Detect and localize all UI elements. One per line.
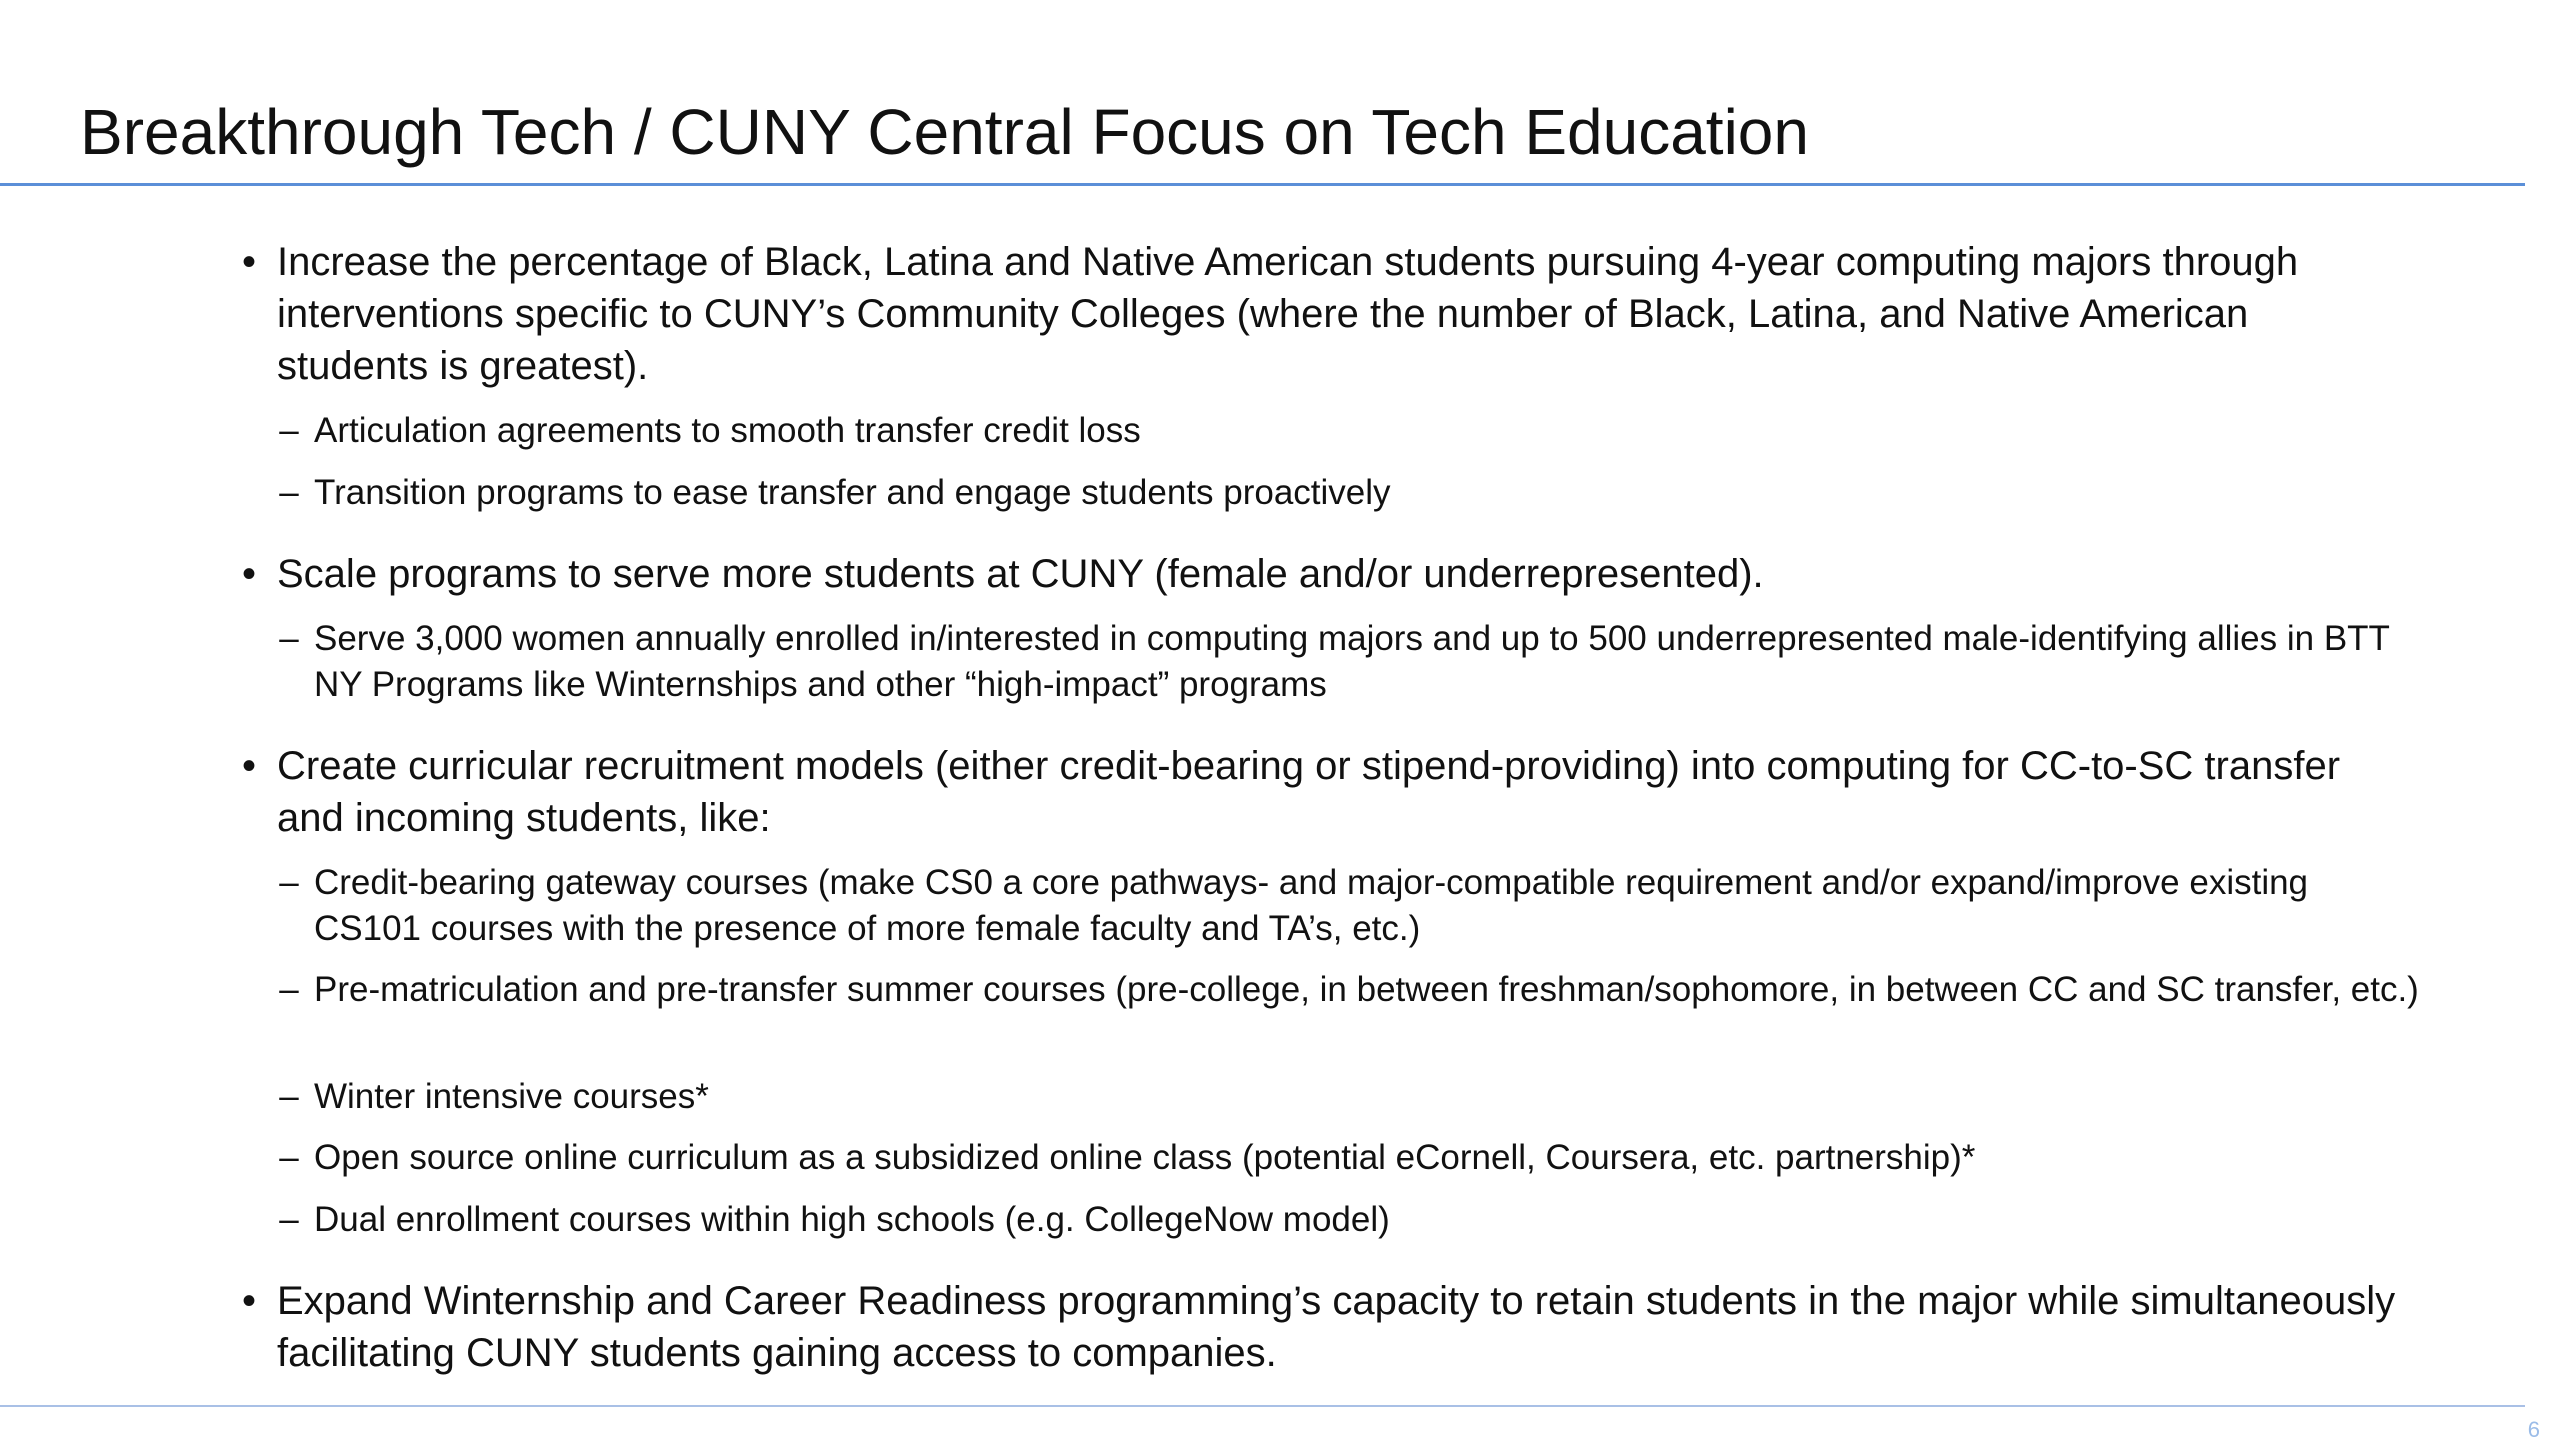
bullet-item <box>241 740 2407 844</box>
sub-bullet-text: Open source online curriculum as a subsidized online class (potential eCornell, Coursera, etc. partnership)* <box>314 1138 1976 1177</box>
sub-bullet-glyph: – <box>279 1077 299 1116</box>
bullet-text: Expand Winternship and Career Readiness programming’s capacity to retain students in the major while simultaneously facilitating CUNY students gaining access to companies. <box>277 1279 2396 1375</box>
bullet-glyph: • <box>241 1279 256 1323</box>
sub-bullet-item <box>279 470 2424 516</box>
slide-title: Breakthrough Tech / CUNY Central Focus on Tech Education <box>80 96 1809 168</box>
bullet-item <box>241 548 2407 600</box>
sub-bullet-item <box>279 1197 2424 1243</box>
bullet-glyph: • <box>241 552 256 596</box>
sub-bullet-glyph: – <box>279 411 299 450</box>
bullet-text: Create curricular recruitment models (either credit-bearing or stipend-providing) into computing for CC-to-SC transfer and incoming students, like: <box>277 744 2341 840</box>
sub-bullet-glyph: – <box>279 473 299 512</box>
sub-bullet-glyph: – <box>279 1200 299 1239</box>
sub-bullet-text: Dual enrollment courses within high schools (e.g. CollegeNow model) <box>314 1200 1390 1239</box>
bullet-glyph: • <box>241 744 256 788</box>
sub-bullet-item <box>279 1074 2424 1120</box>
sub-bullet-item <box>279 408 2424 454</box>
bullet-item <box>241 1275 2407 1379</box>
sub-bullet-glyph: – <box>279 970 299 1009</box>
bullet-item <box>241 236 2407 392</box>
page-number: 6 <box>2527 1417 2540 1442</box>
sub-bullet-glyph: – <box>279 1138 299 1177</box>
sub-bullet-text: Transition programs to ease transfer and engage students proactively <box>314 473 1391 512</box>
sub-bullet-glyph: – <box>279 863 299 902</box>
bullet-glyph: • <box>241 240 256 284</box>
sub-bullet-text: Pre-matriculation and pre-transfer summer courses (pre-college, in between freshman/sophomore, in between CC and SC transfer, etc.) <box>314 970 2419 1009</box>
sub-bullet-text: Winter intensive courses* <box>314 1077 709 1116</box>
sub-bullet-item <box>279 860 2424 952</box>
sub-bullet-text: Credit-bearing gateway courses (make CS0 a core pathways- and major-compatible requirement and/or expand/improve existing CS101 courses with the presence of more female faculty and TA’s, etc.) <box>314 863 2309 948</box>
bullet-text: Increase the percentage of Black, Latina and Native American students pursuing 4-year computing majors through interventions specific to CUNY’s Community Colleges (where the number of Black, Latina, and Native American students is greatest). <box>277 240 2299 388</box>
sub-bullet-item <box>279 1135 2424 1181</box>
footer-divider <box>0 1405 2525 1407</box>
sub-bullet-item <box>279 616 2424 708</box>
sub-bullet-item <box>279 967 2424 1013</box>
sub-bullet-text: Articulation agreements to smooth transfer credit loss <box>314 411 1141 450</box>
sub-bullet-glyph: – <box>279 619 299 658</box>
bullet-text: Scale programs to serve more students at CUNY (female and/or underrepresented). <box>277 552 1764 596</box>
sub-bullet-text: Serve 3,000 women annually enrolled in/interested in computing majors and up to 500 underrepresented male-identifying allies in BTT NY Programs like Winternships and other “high-impact” programs <box>314 619 2390 704</box>
